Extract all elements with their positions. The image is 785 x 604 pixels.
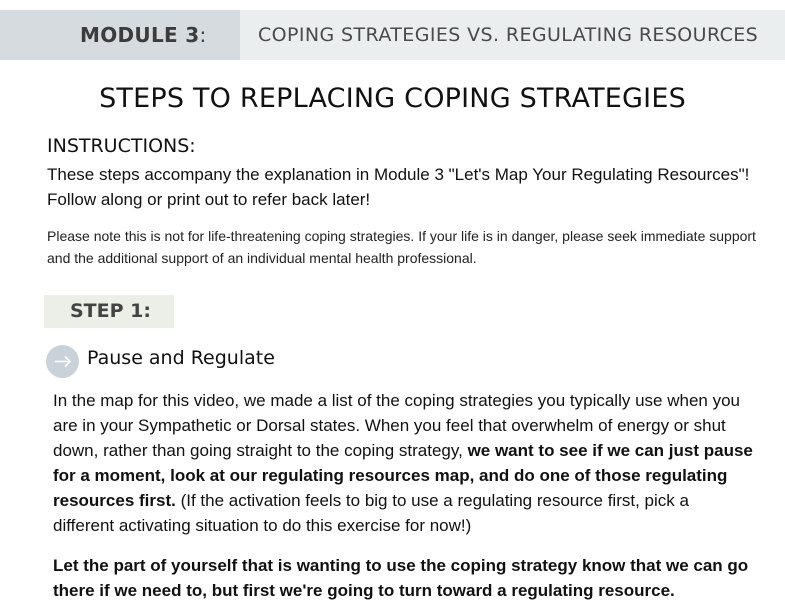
- module-number: [0, 10, 240, 60]
- paragraph-text-b: (If the activation feels to big to use a regulating resource first, pick a different activating situation to do this exercise for now!): [53, 491, 689, 535]
- module-colon: :: [199, 23, 207, 47]
- page-title: STEPS TO REPLACING COPING STRATEGIES: [99, 83, 686, 114]
- arrow-right-icon: [46, 345, 79, 378]
- module-title: COPING STRATEGIES VS. REGULATING RESOURCES: [240, 10, 785, 60]
- paragraph-bold: we want to see if we can just pause for a moment, look at our regulating resources map, and do one of those regulating resources first.: [53, 441, 753, 510]
- step-paragraph: [53, 388, 753, 538]
- step-label-box: [44, 295, 174, 328]
- step-label: STEP 1:: [70, 300, 151, 322]
- step-heading: Pause and Regulate: [87, 347, 275, 369]
- instructions-body: These steps accompany the explanation in Module 3 "Let's Map Your Regulating Resources"! Follow along or print out to refer back later!: [47, 165, 750, 209]
- module-header: [0, 10, 785, 60]
- safety-note: Please note this is not for life-threatening coping strategies. If your life is in danger, please seek immediate support and the additional support of an individual mental health professional.: [47, 228, 756, 266]
- paragraph-text-a: In the map for this video, we made a list of the coping strategies you typically use when you are in your Sympathetic or Dorsal states. When you feel that overwhelm of energy or shut down, rather than going straight to the coping strategy,: [53, 391, 740, 460]
- module-label: MODULE 3: [80, 23, 200, 47]
- instructions-heading: INSTRUCTIONS:: [47, 135, 196, 157]
- step-paragraph-bold: Let the part of yourself that is wanting to use the coping strategy know that we can go there if we need to, but first we're going to turn toward a regulating resource.: [53, 556, 749, 600]
